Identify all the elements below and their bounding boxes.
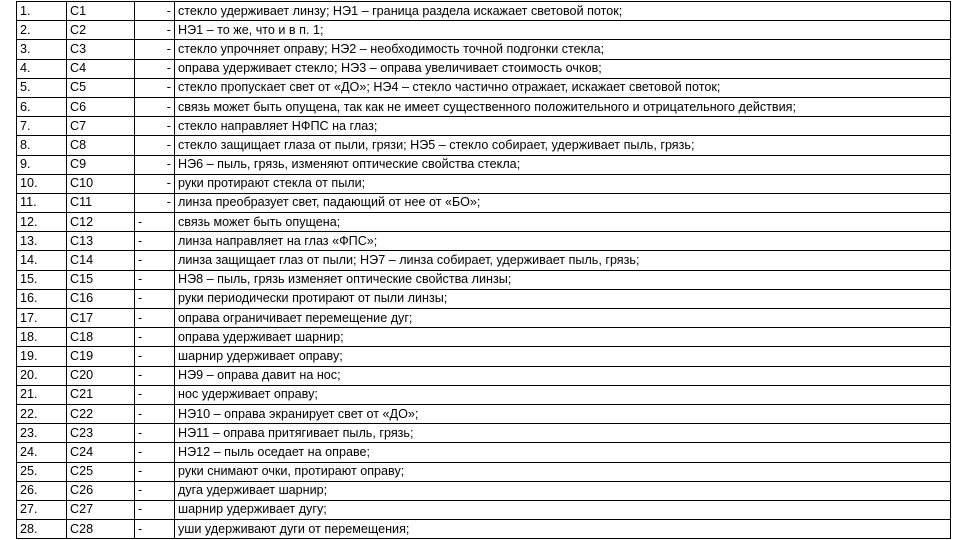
relation-mark: -: [135, 366, 175, 385]
relation-description: линза направляет на глаз «ФПС»;: [175, 232, 951, 251]
row-number: 28.: [17, 520, 67, 539]
relation-code: С4: [67, 59, 135, 78]
relation-description: оправа удерживает шарнир;: [175, 328, 951, 347]
relation-description: шарнир удерживает оправу;: [175, 347, 951, 366]
relation-code: С7: [67, 117, 135, 136]
row-number: 13.: [17, 232, 67, 251]
relation-description: оправа удерживает стекло; НЭ3 – оправа увеличивает стоимость очков;: [175, 59, 951, 78]
row-number: 16.: [17, 289, 67, 308]
relation-code: С3: [67, 40, 135, 59]
row-number: 17.: [17, 309, 67, 328]
table-row: [17, 155, 951, 174]
relation-mark: -: [135, 500, 175, 519]
table-row: [17, 500, 951, 519]
row-number: 6.: [17, 97, 67, 116]
table-row: [17, 232, 951, 251]
relation-code: С8: [67, 136, 135, 155]
row-number: 19.: [17, 347, 67, 366]
relation-mark: -: [135, 174, 175, 193]
table-row: [17, 78, 951, 97]
row-number: 15.: [17, 270, 67, 289]
table-row: [17, 462, 951, 481]
relation-code: С10: [67, 174, 135, 193]
relation-mark: -: [135, 117, 175, 136]
relation-mark: -: [135, 97, 175, 116]
relation-mark: -: [135, 385, 175, 404]
table-row: [17, 309, 951, 328]
row-number: 18.: [17, 328, 67, 347]
relation-code: С20: [67, 366, 135, 385]
table-row: [17, 289, 951, 308]
table-row: [17, 443, 951, 462]
relation-code: С19: [67, 347, 135, 366]
relation-mark: -: [135, 155, 175, 174]
relation-description: оправа ограничивает перемещение дуг;: [175, 309, 951, 328]
relation-mark: -: [135, 270, 175, 289]
table-row: [17, 404, 951, 423]
row-number: 2.: [17, 21, 67, 40]
row-number: 1.: [17, 2, 67, 21]
table-row: [17, 481, 951, 500]
relation-mark: -: [135, 520, 175, 539]
row-number: 8.: [17, 136, 67, 155]
relation-code: С25: [67, 462, 135, 481]
table-body: [17, 2, 951, 539]
relation-code: С9: [67, 155, 135, 174]
relation-mark: -: [135, 481, 175, 500]
row-number: 25.: [17, 462, 67, 481]
table-row: [17, 520, 951, 539]
relation-mark: -: [135, 232, 175, 251]
table-row: [17, 21, 951, 40]
relation-mark: -: [135, 404, 175, 423]
relation-description: стекло упрочняет оправу; НЭ2 – необходимость точной подгонки стекла;: [175, 40, 951, 59]
relation-description: НЭ11 – оправа притягивает пыль, грязь;: [175, 424, 951, 443]
relation-mark: -: [135, 462, 175, 481]
relation-code: С5: [67, 78, 135, 97]
relation-mark: -: [135, 328, 175, 347]
relation-description: стекло удерживает линзу; НЭ1 – граница раздела искажает световой поток;: [175, 2, 951, 21]
row-number: 7.: [17, 117, 67, 136]
relation-mark: -: [135, 136, 175, 155]
relation-description: руки снимают очки, протирают оправу;: [175, 462, 951, 481]
relations-table: [16, 1, 951, 539]
relation-code: С6: [67, 97, 135, 116]
table-row: [17, 193, 951, 212]
relation-code: С27: [67, 500, 135, 519]
row-number: 22.: [17, 404, 67, 423]
relation-description: стекло защищает глаза от пыли, грязи; НЭ5 – стекло собирает, удерживает пыль, грязь;: [175, 136, 951, 155]
relation-mark: -: [135, 251, 175, 270]
row-number: 4.: [17, 59, 67, 78]
row-number: 23.: [17, 424, 67, 443]
relation-code: С2: [67, 21, 135, 40]
relation-description: НЭ1 – то же, что и в п. 1;: [175, 21, 951, 40]
table-row: [17, 213, 951, 232]
relation-code: С26: [67, 481, 135, 500]
table-row: [17, 117, 951, 136]
row-number: 10.: [17, 174, 67, 193]
table-row: [17, 136, 951, 155]
relation-code: С1: [67, 2, 135, 21]
row-number: 3.: [17, 40, 67, 59]
relation-description: НЭ12 – пыль оседает на оправе;: [175, 443, 951, 462]
relation-description: НЭ9 – оправа давит на нос;: [175, 366, 951, 385]
relation-description: уши удерживают дуги от перемещения;: [175, 520, 951, 539]
relation-description: руки протирают стекла от пыли;: [175, 174, 951, 193]
relation-code: С23: [67, 424, 135, 443]
relation-description: стекло направляет НФПС на глаз;: [175, 117, 951, 136]
relation-mark: -: [135, 424, 175, 443]
row-number: 11.: [17, 193, 67, 212]
row-number: 5.: [17, 78, 67, 97]
relation-description: линза преобразует свет, падающий от нее от «БО»;: [175, 193, 951, 212]
relation-code: С13: [67, 232, 135, 251]
relation-mark: -: [135, 309, 175, 328]
row-number: 20.: [17, 366, 67, 385]
relation-description: шарнир удерживает дугу;: [175, 500, 951, 519]
table-row: [17, 328, 951, 347]
relation-mark: -: [135, 213, 175, 232]
relation-mark: -: [135, 59, 175, 78]
relation-code: С12: [67, 213, 135, 232]
relation-mark: -: [135, 289, 175, 308]
table-row: [17, 270, 951, 289]
relation-code: С28: [67, 520, 135, 539]
relation-mark: -: [135, 193, 175, 212]
row-number: 21.: [17, 385, 67, 404]
relation-description: связь может быть опущена, так как не имеет существенного положительного и отрицательного действия;: [175, 97, 951, 116]
relation-code: С17: [67, 309, 135, 328]
relation-mark: -: [135, 347, 175, 366]
relation-code: С16: [67, 289, 135, 308]
relation-mark: -: [135, 40, 175, 59]
table-row: [17, 385, 951, 404]
row-number: 26.: [17, 481, 67, 500]
relation-mark: -: [135, 2, 175, 21]
relation-mark: -: [135, 443, 175, 462]
relation-code: С11: [67, 193, 135, 212]
row-number: 14.: [17, 251, 67, 270]
relation-code: С15: [67, 270, 135, 289]
table-row: [17, 174, 951, 193]
relation-description: линза защищает глаз от пыли; НЭ7 – линза собирает, удерживает пыль, грязь;: [175, 251, 951, 270]
row-number: 27.: [17, 500, 67, 519]
relation-description: НЭ10 – оправа экранирует свет от «ДО»;: [175, 404, 951, 423]
relation-mark: -: [135, 21, 175, 40]
relation-description: руки периодически протирают от пыли линзы;: [175, 289, 951, 308]
table-row: [17, 2, 951, 21]
relation-code: С24: [67, 443, 135, 462]
row-number: 9.: [17, 155, 67, 174]
table-row: [17, 251, 951, 270]
table-row: [17, 59, 951, 78]
relation-mark: -: [135, 78, 175, 97]
row-number: 12.: [17, 213, 67, 232]
relation-description: НЭ6 – пыль, грязь, изменяют оптические свойства стекла;: [175, 155, 951, 174]
table-row: [17, 424, 951, 443]
row-number: 24.: [17, 443, 67, 462]
relation-code: С22: [67, 404, 135, 423]
relation-description: связь может быть опущена;: [175, 213, 951, 232]
table-row: [17, 40, 951, 59]
relation-code: С21: [67, 385, 135, 404]
relation-description: НЭ8 – пыль, грязь изменяет оптические свойства линзы;: [175, 270, 951, 289]
table-row: [17, 347, 951, 366]
relation-description: нос удерживает оправу;: [175, 385, 951, 404]
table-row: [17, 366, 951, 385]
relation-description: дуга удерживает шарнир;: [175, 481, 951, 500]
relation-code: С14: [67, 251, 135, 270]
table-row: [17, 97, 951, 116]
relation-code: С18: [67, 328, 135, 347]
relation-description: стекло пропускает свет от «ДО»; НЭ4 – стекло частично отражает, искажает световой поток;: [175, 78, 951, 97]
